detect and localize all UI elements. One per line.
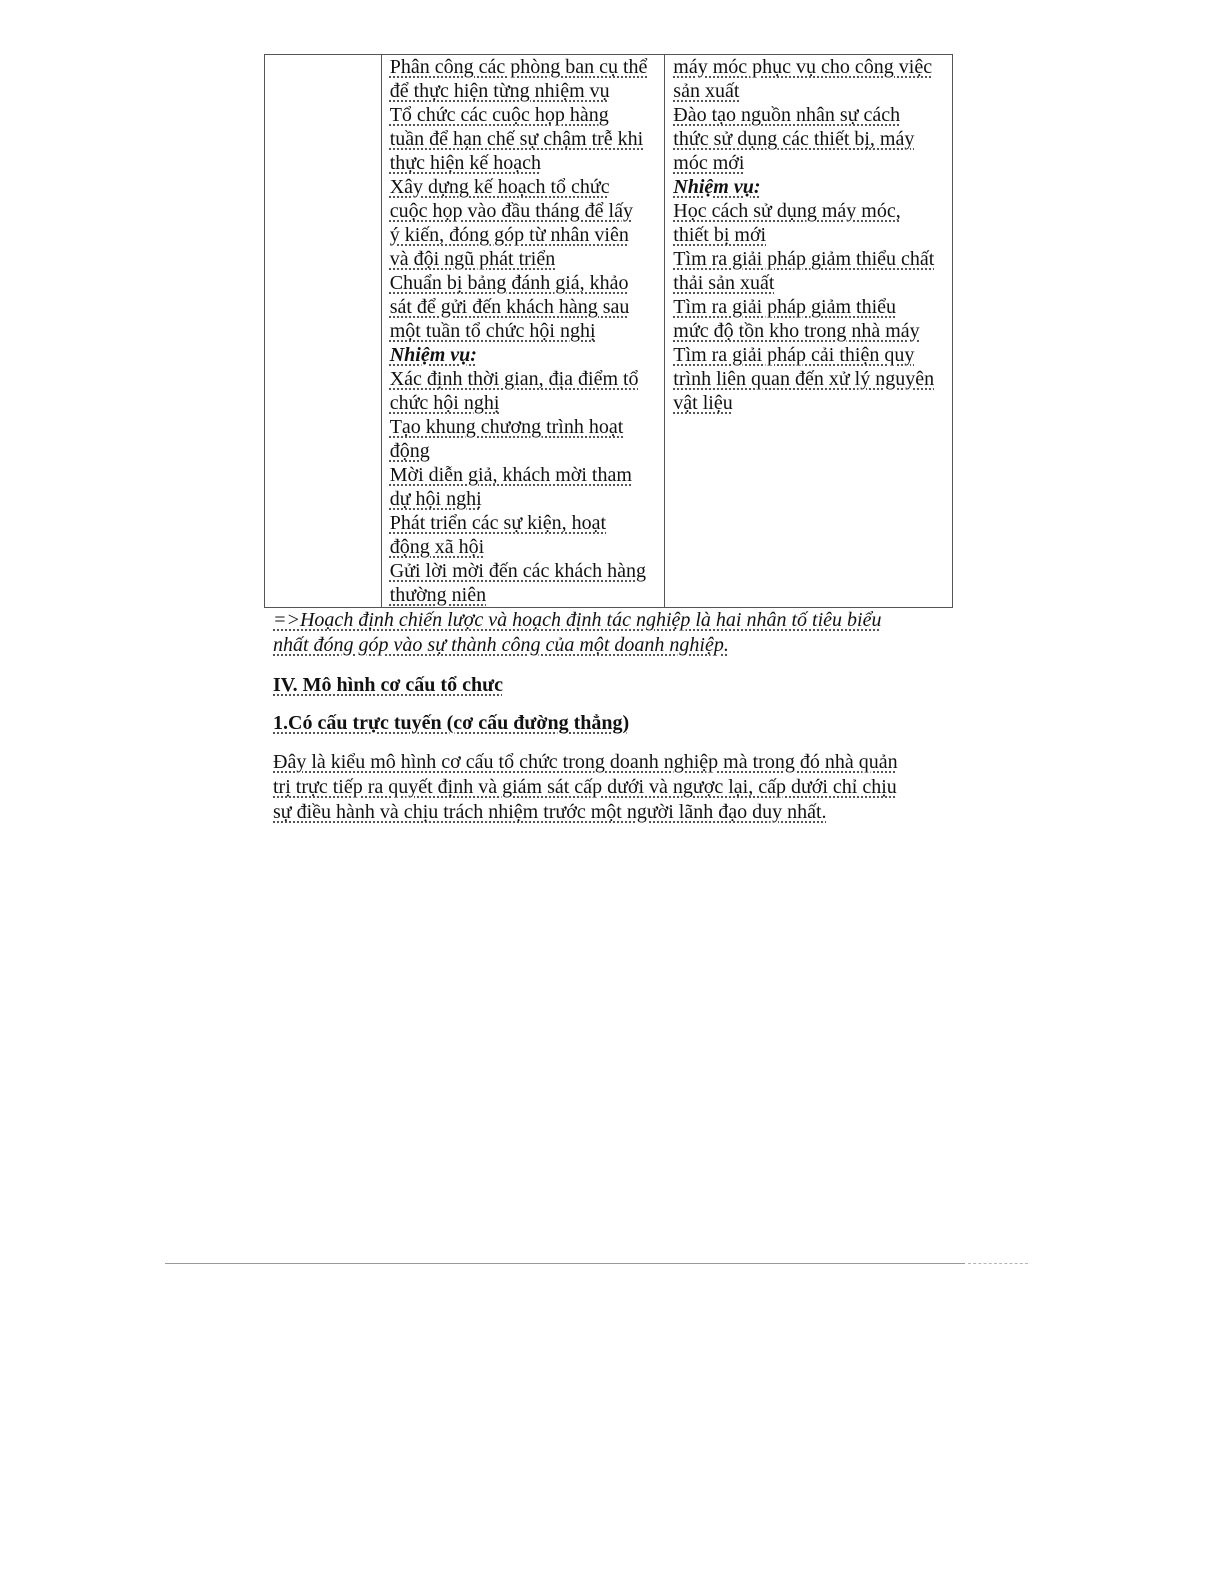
cell-line: và đội ngũ phát triển	[389, 248, 556, 270]
page-separator-tail	[968, 1263, 1028, 1264]
section-heading: IV. Mô hình cơ cấu tổ chưc	[273, 674, 503, 696]
paragraph-line: sự điều hành và chịu trách nhiệm trước một người lãnh đạo duy nhất.	[273, 801, 827, 823]
cell-line: động xã hội	[389, 536, 485, 558]
cell-line: thường niên	[389, 584, 487, 606]
cell-line: Mời diễn giả, khách mời tham	[389, 464, 632, 486]
cell-line: thức sử dụng các thiết bị, máy	[673, 128, 915, 150]
cell-line: tuần để hạn chế sự chậm trễ khi	[389, 128, 644, 150]
conclusion-text	[273, 608, 881, 658]
table-cell-label	[265, 55, 382, 608]
cell-line: Tổ chức các cuộc họp hàng	[389, 104, 609, 126]
cell-line: động	[389, 440, 430, 462]
table-cell-operational-plan	[381, 55, 665, 608]
subsection-heading: 1.Có cấu trực tuyến (cơ cấu đường thẳng)	[273, 712, 630, 734]
cell-line: Xây dựng kế hoạch tổ chức	[389, 176, 610, 198]
cell-line: Đào tạo nguồn nhân sự cách	[673, 104, 901, 126]
cell-line: Gửi lời mời đến các khách hàng	[389, 560, 647, 582]
cell-line: móc mới	[673, 152, 745, 174]
cell-line: chức hội nghị	[389, 392, 500, 414]
cell-line: vật liệu	[673, 392, 733, 414]
cell-line: trình liên quan đến xử lý nguyên	[673, 368, 935, 390]
conclusion-line: =>Hoạch định chiến lược và hoạch định tác nghiệp là hai nhân tố tiêu biểu	[273, 609, 882, 631]
cell-line: thải sản xuất	[673, 272, 775, 294]
cell-line: cuộc họp vào đầu tháng để lấy	[389, 200, 633, 222]
cell-line: máy móc phục vụ cho công việc	[673, 56, 933, 78]
cell-line: thực hiện kế hoạch	[389, 152, 542, 174]
planning-table	[264, 54, 953, 608]
cell-line: Tìm ra giải pháp cải thiện quy	[673, 344, 915, 366]
cell-text-column-3	[673, 55, 952, 415]
cell-line: thiết bị mới	[673, 224, 767, 246]
cell-line: Phân công các phòng ban cụ thể	[389, 56, 648, 78]
body-paragraph	[273, 750, 898, 825]
cell-line: Xác định thời gian, địa điểm tổ	[389, 368, 639, 390]
cell-line: Chuẩn bị bảng đánh giá, khảo	[389, 272, 629, 294]
cell-subheading: Nhiệm vụ:	[389, 344, 477, 366]
cell-line: mức độ tồn kho trong nhà máy	[673, 320, 920, 342]
cell-line: Tìm ra giải pháp giảm thiểu	[673, 296, 897, 318]
paragraph-line: Đây là kiểu mô hình cơ cấu tổ chức trong doanh nghiệp mà trong đó nhà quản	[273, 751, 898, 773]
cell-line: Học cách sử dụng máy móc,	[673, 200, 901, 222]
cell-line: để thực hiện từng nhiệm vụ	[389, 80, 610, 102]
cell-line: dự hội nghị	[389, 488, 482, 510]
cell-line: Phát triển các sự kiện, hoạt	[389, 512, 607, 534]
cell-line: một tuần tổ chức hội nghị	[389, 320, 596, 342]
cell-line: Tạo khung chương trình hoạt	[389, 416, 624, 438]
conclusion-line: nhất đóng góp vào sự thành công của một doanh nghiệp.	[273, 634, 729, 656]
paragraph-line: trị trực tiếp ra quyết định và giám sát cấp dưới và ngược lại, cấp dưới chỉ chịu	[273, 776, 897, 798]
table-cell-operational-tasks	[665, 55, 953, 608]
table-row	[265, 55, 953, 608]
page-separator	[165, 1263, 965, 1264]
cell-text-column-2	[390, 55, 665, 607]
cell-line: ý kiến, đóng góp từ nhân viên	[389, 224, 629, 246]
cell-subheading: Nhiệm vụ:	[673, 176, 761, 198]
cell-line: sát để gửi đến khách hàng sau	[389, 296, 630, 318]
cell-line: sản xuất	[673, 80, 740, 102]
cell-line: Tìm ra giải pháp giảm thiểu chất	[673, 248, 935, 270]
